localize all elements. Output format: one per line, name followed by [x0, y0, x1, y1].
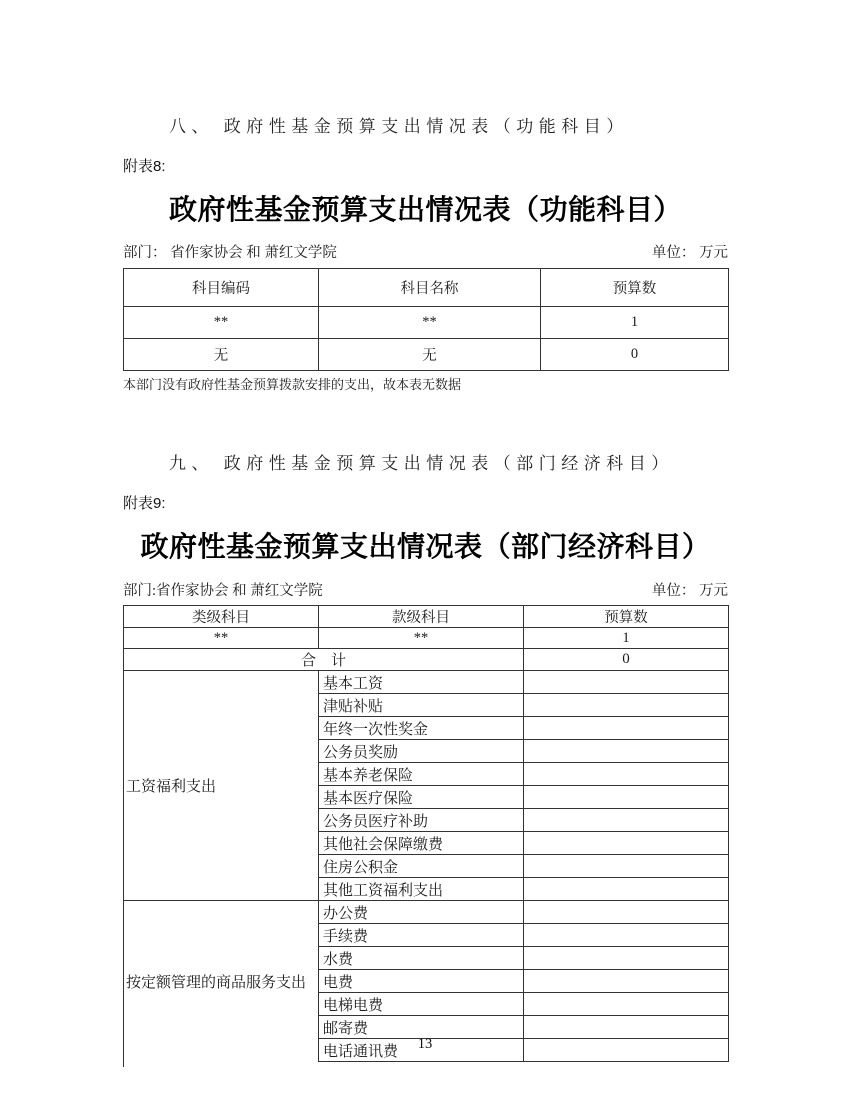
table-row — [124, 339, 729, 371]
cell-class-subject: ** — [124, 628, 319, 649]
value-cell — [524, 970, 729, 993]
item-cell: 其他工资福利支出 — [319, 878, 524, 901]
value-cell — [524, 947, 729, 970]
no-data-note: 本部门没有政府性基金预算拨款安排的支出，故本表无数据 — [123, 377, 462, 392]
table-left-border-continuation — [123, 1062, 124, 1067]
economic-subject-table — [123, 605, 729, 1062]
item-cell: 电费 — [319, 970, 524, 993]
item-cell: 基本工资 — [319, 671, 524, 694]
item-cell: 基本养老保险 — [319, 763, 524, 786]
table-header-row — [124, 606, 729, 628]
column-header: 科目名称 — [319, 269, 541, 307]
item-cell: 基本医疗保险 — [319, 786, 524, 809]
value-cell — [524, 878, 729, 901]
section8-attachment-label: 附表8: — [123, 158, 166, 175]
column-header: 类级科目 — [124, 606, 319, 628]
section8-table-title: 政府性基金预算支出情况表（功能科目） — [168, 195, 682, 226]
total-row — [124, 649, 729, 671]
item-cell: 住房公积金 — [319, 855, 524, 878]
cell-subject-code: ** — [124, 307, 319, 339]
cell-budget-value: 1 — [541, 307, 729, 339]
section9-heading: 九、 政府性基金预算支出情况表（部门经济科目） — [169, 454, 674, 473]
category-cell: 按定额管理的商品服务支出 — [124, 901, 319, 1062]
item-cell: 电梯电费 — [319, 993, 524, 1016]
item-cell: 公务员奖励 — [319, 740, 524, 763]
item-cell: 年终一次性奖金 — [319, 717, 524, 740]
category-cell: 工资福利支出 — [124, 671, 319, 901]
section9-attachment-label: 附表9: — [123, 495, 166, 512]
value-cell — [524, 671, 729, 694]
section9-meta-row — [123, 579, 728, 600]
item-cell: 办公费 — [319, 901, 524, 924]
value-cell — [524, 855, 729, 878]
function-subject-table — [123, 268, 729, 371]
section8-meta-row — [123, 241, 728, 262]
column-header: 预算数 — [541, 269, 729, 307]
column-header: 预算数 — [524, 606, 729, 628]
item-cell: 其他社会保障缴费 — [319, 832, 524, 855]
cell-subject-code: 无 — [124, 339, 319, 371]
column-header: 款级科目 — [319, 606, 524, 628]
item-cell: 公务员医疗补助 — [319, 809, 524, 832]
section9-table-title: 政府性基金预算支出情况表（部门经济科目） — [140, 532, 711, 563]
table-row — [124, 628, 729, 649]
item-cell: 电话通讯费 — [319, 1039, 524, 1062]
page-number: 13 — [417, 1036, 433, 1052]
column-header: 科目编码 — [124, 269, 319, 307]
cell-budget-value: 0 — [541, 339, 729, 371]
table-row — [124, 671, 729, 694]
item-cell: 手续费 — [319, 924, 524, 947]
section9-unit-label: 单位： 万元 — [651, 583, 728, 599]
value-cell — [524, 924, 729, 947]
value-cell — [524, 717, 729, 740]
section8-department-label: 部门： 省作家协会 和 萧红文学院 — [123, 245, 337, 261]
section8-heading: 八、 政府性基金预算支出情况表（功能科目） — [169, 117, 629, 136]
page-content — [123, 0, 728, 1067]
table-row — [124, 901, 729, 924]
value-cell — [524, 901, 729, 924]
value-cell — [524, 993, 729, 1016]
cell-subject-name: 无 — [319, 339, 541, 371]
cell-subject-name: ** — [319, 307, 541, 339]
value-cell — [524, 786, 729, 809]
value-cell — [524, 809, 729, 832]
cell-budget-value: 1 — [524, 628, 729, 649]
section9-department-label: 部门:省作家协会 和 萧红文学院 — [123, 583, 323, 599]
value-cell — [524, 740, 729, 763]
item-cell: 邮寄费 — [319, 1016, 524, 1039]
value-cell — [524, 832, 729, 855]
value-cell — [524, 694, 729, 717]
value-cell — [524, 763, 729, 786]
total-label: 合 计 — [124, 649, 524, 671]
item-cell: 水费 — [319, 947, 524, 970]
table-header-row — [124, 269, 729, 307]
table-row — [124, 307, 729, 339]
item-cell: 津贴补贴 — [319, 694, 524, 717]
total-value: 0 — [524, 649, 729, 671]
cell-item-subject: ** — [319, 628, 524, 649]
section8-unit-label: 单位： 万元 — [651, 245, 728, 261]
